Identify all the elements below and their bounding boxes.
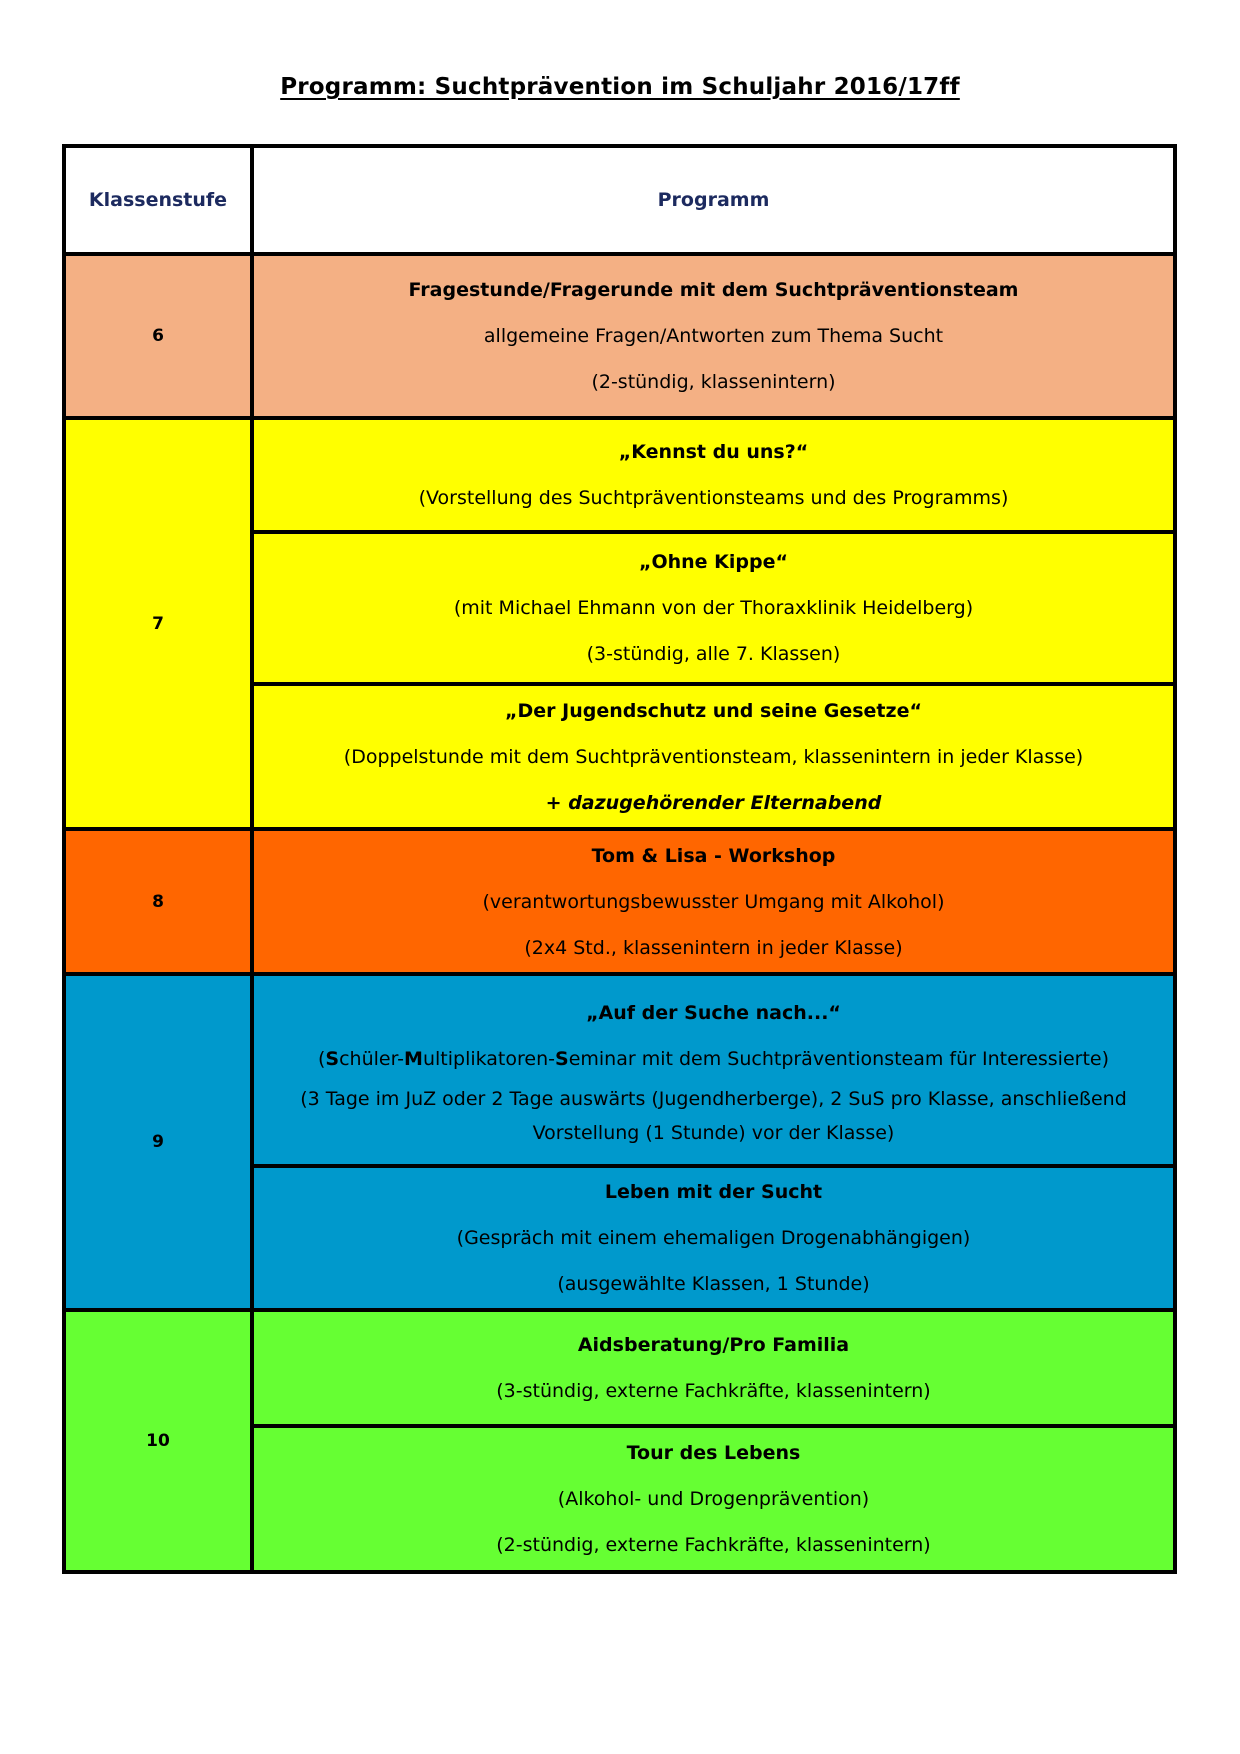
program-entry-auf-der-suche: [252, 974, 1175, 1166]
entry-details: (2-stündig, klassenintern): [591, 371, 836, 393]
header-grade-label: Klassenstufe: [88, 189, 228, 211]
text-part: eminar mit dem Suchtpräventionsteam für Interessierte): [568, 1048, 1110, 1070]
table-row-grade-9: [64, 974, 1175, 1166]
entry-title: Leben mit der Sucht: [604, 1181, 823, 1203]
entry-title: Aidsberatung/Pro Familia: [577, 1334, 850, 1356]
program-entry-tour-des-lebens: [252, 1426, 1175, 1572]
header-program-label: Programm: [657, 189, 770, 211]
table-row-grade-10: [64, 1310, 1175, 1426]
program-entry-kennst-du-uns: [252, 418, 1175, 532]
entry-extra: [254, 780, 1173, 826]
entry-description: (Alkohol- und Drogenprävention): [557, 1488, 870, 1510]
grade-label-6: 6: [152, 326, 164, 346]
program-entry-fragestunde: [252, 254, 1175, 418]
entry-description: (Gespräch mit einem ehemaligen Drogenabhängigen): [456, 1227, 971, 1249]
grade-label-10: 10: [146, 1431, 170, 1451]
entry-title: Tom & Lisa - Workshop: [591, 844, 836, 867]
entry-description: (Vorstellung des Suchtpräventionsteams und des Programms): [418, 487, 1009, 509]
entry-title: „Ohne Kippe“: [638, 551, 788, 573]
entry-description: [254, 1036, 1173, 1082]
entry-details: (3-stündig, alle 7. Klassen): [586, 643, 841, 665]
text-part: chüler-: [339, 1048, 405, 1070]
entry-title: Fragestunde/Fragerunde mit dem Suchtpräventionsteam: [408, 279, 1019, 301]
text-part-bold: S: [555, 1048, 569, 1070]
entry-title: „Der Jugendschutz und seine Gesetze“: [505, 699, 922, 722]
program-entry-tom-lisa: [252, 829, 1175, 974]
grade-cell-6: [64, 254, 252, 418]
program-entry-ohne-kippe: [252, 532, 1175, 684]
table-row-grade-8: [64, 829, 1175, 974]
page-title: Programm: Suchtprävention im Schuljahr 2016/17ff: [280, 74, 960, 100]
entry-details: (2x4 Std., klassenintern in jeder Klasse): [524, 936, 903, 959]
table-header-row: [64, 146, 1175, 254]
entry-description: (verantwortungsbewusster Umgang mit Alkohol): [482, 890, 945, 913]
grade-label-9: 9: [152, 1132, 164, 1152]
entry-description: (Doppelstunde mit dem Suchtpräventionsteam, klassenintern in jeder Klasse): [343, 745, 1084, 768]
parents-evening-note: dazugehörender Elternabend: [568, 791, 882, 814]
program-entry-aidsberatung: [252, 1310, 1175, 1426]
program-entry-leben-mit-der-sucht: [252, 1166, 1175, 1310]
grade-cell-10: [64, 1310, 252, 1572]
text-part-bold: M: [404, 1048, 423, 1070]
text-part: (: [317, 1048, 326, 1070]
plus-sign: +: [545, 791, 569, 814]
table-row-grade-6: [64, 254, 1175, 418]
grade-cell-8: [64, 829, 252, 974]
program-table: [62, 144, 1177, 1574]
entry-details: (3-stündig, externe Fachkräfte, klassenintern): [496, 1380, 931, 1402]
entry-details-cont: Vorstellung (1 Stunde) vor der Klasse): [532, 1122, 895, 1144]
entry-details: (2-stündig, externe Fachkräfte, klassenintern): [496, 1534, 931, 1556]
grade-cell-9: [64, 974, 252, 1310]
text-part-bold: S: [325, 1048, 340, 1070]
entry-description: (mit Michael Ehmann von der Thoraxklinik Heidelberg): [453, 597, 974, 619]
entry-title: „Kennst du uns?“: [618, 441, 809, 463]
entry-details: (3 Tage im JuZ oder 2 Tage auswärts (Jugendherberge), 2 SuS pro Klasse, anschließend: [300, 1088, 1127, 1110]
grade-label-8: 8: [152, 891, 164, 912]
entry-title: „Auf der Suche nach...“: [586, 1002, 841, 1024]
grade-cell-7: [64, 418, 252, 829]
header-grade-cell: [64, 146, 252, 254]
table-row-grade-7: [64, 418, 1175, 532]
entry-details: (ausgewählte Klassen, 1 Stunde): [557, 1273, 870, 1295]
entry-description: allgemeine Fragen/Antworten zum Thema Sucht: [483, 325, 944, 347]
entry-title: Tour des Lebens: [626, 1442, 801, 1464]
program-entry-jugendschutz: [252, 684, 1175, 829]
grade-label-7: 7: [152, 613, 164, 634]
header-program-cell: [252, 146, 1175, 254]
text-part: ultiplikatoren-: [422, 1048, 555, 1070]
